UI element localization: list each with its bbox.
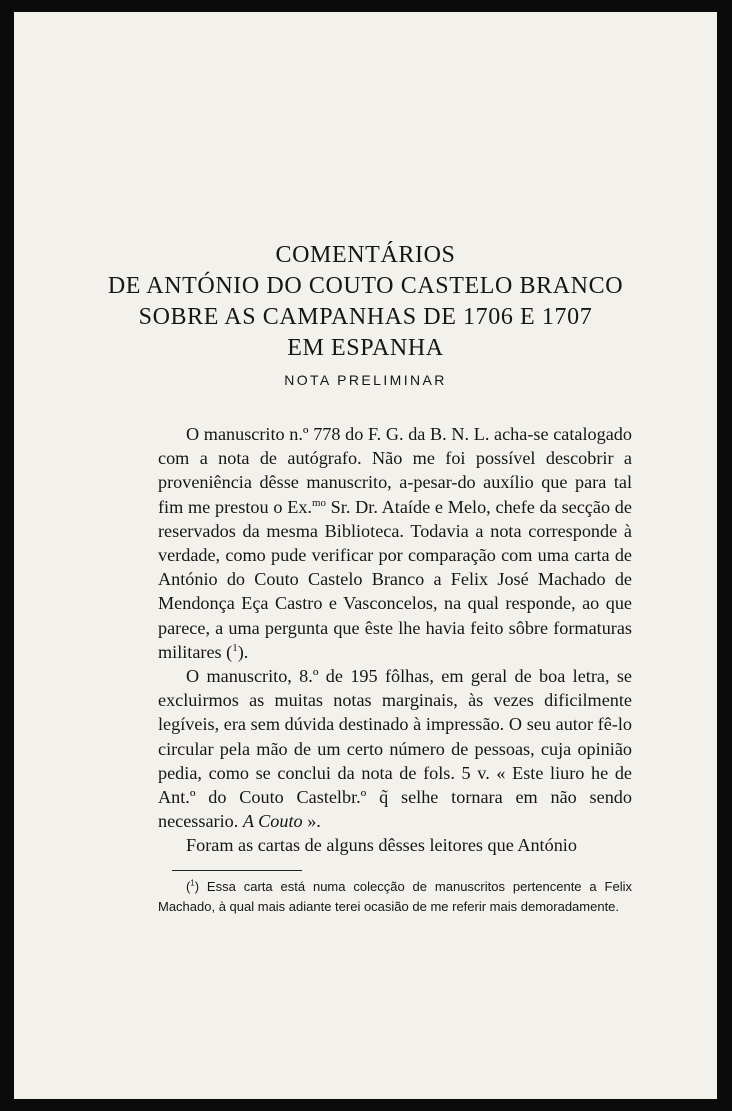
title-line-1: COMENTÁRIOS xyxy=(275,242,456,268)
paragraph-3: Foram as cartas de alguns dêsses leitores que António xyxy=(186,835,577,856)
footnote-mark: 1 xyxy=(190,878,195,888)
section-heading: NOTA PRELIMINAR xyxy=(284,372,447,388)
paragraph-2 xyxy=(158,664,632,833)
footnote-divider xyxy=(172,870,302,871)
footnote-text: Essa carta está numa colecção de manuscritos pertencente a Felix Machado, à qual mais adiante terei ocasião de me referir mais demoradamente. xyxy=(158,879,632,914)
signature-italic: A Couto xyxy=(242,811,303,832)
footnote: ($^1$) Essa carta está numa colecção de manuscritos pertencente a Felix Machado, à qual mais adiante terei ocasião de me referir mais demoradamente. xyxy=(158,878,632,914)
title-line-3: SOBRE AS CAMPANHAS DE 1706 E 1707 xyxy=(138,304,593,330)
paragraph-2-text-a: O manuscrito, 8.º de 195 fôlhas, em geral de boa letra, se excluirmos as muitas notas marginais, às vezes dificilmente legíveis, era sem dúvida destinado à impressão. O seu autor fê-lo circular pela mão de um certo número de pessoas, cuja opinião pedia, como se conclui da nota de fols. 5 v. « Este liuro he de Ant.º do Couto Castelbr.º q̃ selhe tornara em não sendo necessario. xyxy=(158,666,632,832)
superscript-mo: mo xyxy=(311,496,326,509)
paragraph-1-text-b: Sr. Dr. Ataíde e Melo, chefe da secção de reservados da mesma Biblioteca. Todavia a nota corresponde à verdade, como pude verificar por comparação com uma carta de António do Couto Castelo Branco a Felix José Machado de Mendonça Eça Castro e Vasconcelos, na qual responde, ao que parece, a uma pergunta que êste lhe havia feito sôbre formaturas militares ( xyxy=(158,496,632,662)
title-line-4: EM ESPANHA xyxy=(287,335,444,361)
paragraph-1 xyxy=(158,422,632,664)
document-page xyxy=(14,12,717,1099)
title-line-2: DE ANTÓNIO DO COUTO CASTELO BRANCO xyxy=(107,273,624,299)
paragraph-1-text-c: ). xyxy=(237,641,249,662)
document-title xyxy=(14,240,717,364)
paragraph-2-text-b: ». xyxy=(302,811,321,832)
footnote-reference: 1 xyxy=(232,641,238,654)
body-text xyxy=(158,422,632,858)
paragraph-1-text-a: O manuscrito n.º 778 do F. G. da B. N. L. acha-se catalogado com a nota de autógrafo. Não me foi possível descobrir a proveniência dêsse manuscrito, a-pesar-do auxílio que para tal fim me prestou o Ex. xyxy=(158,424,632,517)
